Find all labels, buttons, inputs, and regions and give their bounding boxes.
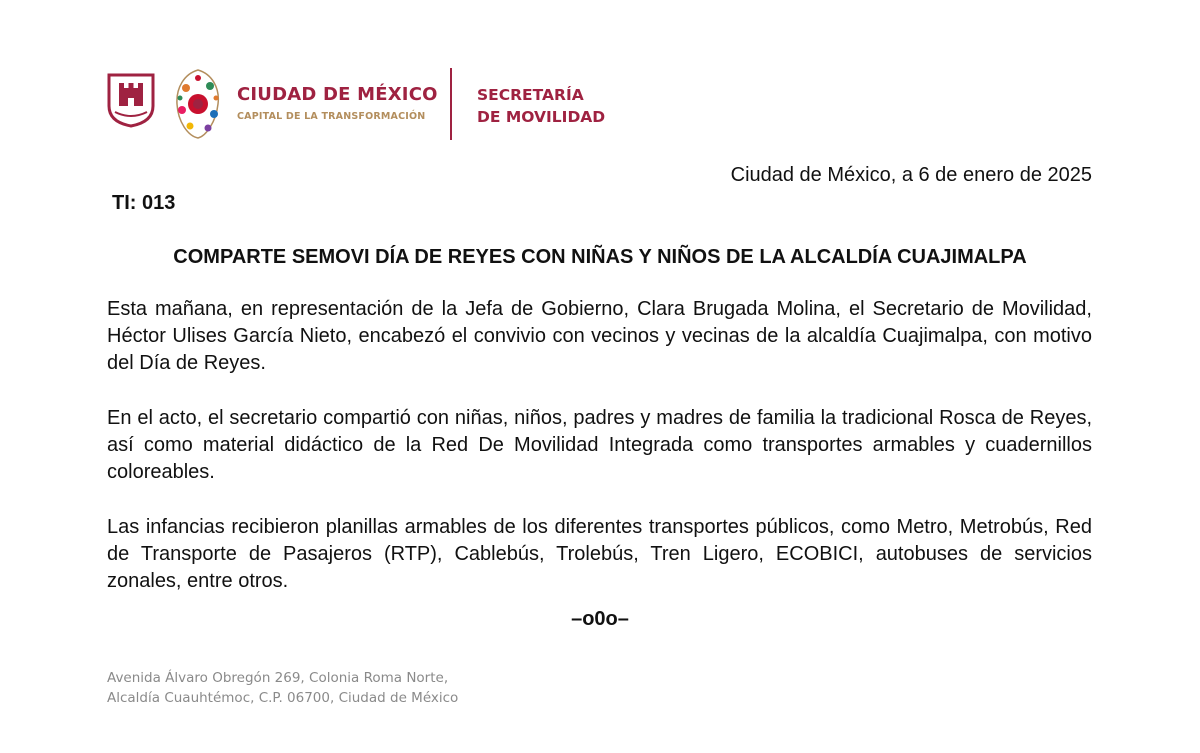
footer-line-2: Alcaldía Cuauhtémoc, C.P. 06700, Ciudad de México xyxy=(107,690,459,706)
paragraph-1: Esta mañana, en representación de la Jefa de Gobierno, Clara Brugada Molina, el Secretario de Movilidad, Héctor Ulises García Nieto, encabezó el convivio con vecinos y vecinas de la alcaldía Cuajimalpa, con motivo del Día de Reyes. xyxy=(107,298,1092,374)
secretariat-name xyxy=(477,84,605,128)
date-line: Ciudad de México, a 6 de enero de 2025 xyxy=(730,164,1092,186)
brand-subtitle: CAPITAL DE LA TRANSFORMACIÓN xyxy=(237,111,426,122)
brand-title: CIUDAD DE MÉXICO xyxy=(237,84,438,105)
decorative-flower-emblem-icon xyxy=(168,64,228,142)
paragraph-3: Las infancias recibieron planillas armables de los diferentes transportes públicos, como Metro, Metrobús, Red de Transporte de Pasajeros (RTP), Cablebús, Trolebús, Tren Ligero, ECOBICI, autobuses de servicios zonales, entre otros. xyxy=(107,516,1092,592)
paragraph-2: En el acto, el secretario compartió con niñas, niños, padres y madres de familia la tradicional Rosca de Reyes, así como material didáctico de la Red De Movilidad Integrada como transportes armables y cuadernillos coloreables. xyxy=(107,407,1092,483)
letterhead xyxy=(106,62,626,144)
header-divider xyxy=(450,68,452,140)
ti-number: TI: 013 xyxy=(112,192,176,214)
body-text xyxy=(107,296,1092,623)
secretariat-line-2: DE MOVILIDAD xyxy=(477,108,606,126)
headline: COMPARTE SEMOVI DÍA DE REYES CON NIÑAS Y NIÑOS DE LA ALCALDÍA CUAJIMALPA xyxy=(173,246,1027,268)
end-separator: –o0o– xyxy=(571,608,629,630)
footer-address xyxy=(107,668,458,708)
secretariat-line-1: SECRETARÍA xyxy=(477,86,584,104)
footer-line-1: Avenida Álvaro Obregón 269, Colonia Roma Norte, xyxy=(107,670,449,686)
coat-of-arms-icon xyxy=(106,72,156,128)
brand-block xyxy=(237,84,438,122)
